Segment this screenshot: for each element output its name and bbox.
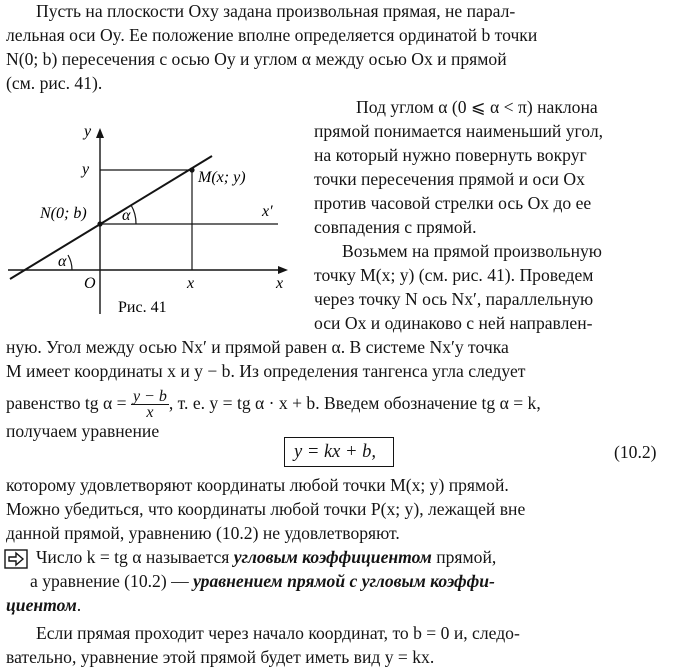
term-slope: угловым коэффициентом xyxy=(233,547,432,567)
x-axis-arrow xyxy=(278,266,288,274)
body-line-15: которому удовлетворяют координаты любой точки M(x; y) прямой. xyxy=(6,475,509,495)
point-N xyxy=(97,221,102,226)
y-axis-arrow xyxy=(96,128,104,138)
point-M xyxy=(189,167,194,172)
tg-equality-tail: , т. е. y = tg α · x + b. Введем обозначение tg α = k, xyxy=(168,393,541,413)
label-alpha-bottom: α xyxy=(58,253,67,270)
right-line-1: Под углом α (0 ⩽ α < π) наклона xyxy=(356,97,598,117)
intro-line-2: лельная оси Oy. Ее положение вполне определяется ординатой b точки xyxy=(6,25,538,45)
label-x-tick: x xyxy=(187,275,195,292)
right-line-2: прямой понимается наименьший угол, xyxy=(314,121,604,141)
figure-41 xyxy=(0,124,300,324)
right-line-10: оси Ox и одинаково с ней направлен- xyxy=(314,313,593,333)
label-x-prime: x′ xyxy=(262,203,273,220)
figure-caption: Рис. 41 xyxy=(118,299,167,316)
body-line-12: M имеет координаты x и y − b. Из определения тангенса угла следует xyxy=(6,361,526,381)
term-slope-equation: уравнением прямой с угловым коэффи- xyxy=(193,571,495,591)
right-line-7: Возьмем на прямой произвольную xyxy=(342,241,602,261)
angle-arc-top xyxy=(131,205,136,224)
body-line-11: ную. Угол между осью Nx′ и прямой равен α. В системе Nx′y точка xyxy=(6,337,509,357)
label-M: M(x; y) xyxy=(198,169,246,186)
term-slope-equation-end: циентом xyxy=(6,595,77,615)
definition-line-2 xyxy=(30,570,495,592)
label-y-tick: y xyxy=(82,161,90,178)
last-line-1: Если прямая проходит через начало координат, то b = 0 и, следо- xyxy=(36,623,520,643)
fraction-numerator: y − b xyxy=(132,388,167,406)
fraction-denominator: x xyxy=(146,404,154,422)
right-line-9: через точку N ось Nx′, параллельную xyxy=(314,289,594,309)
right-line-3: на который нужно повернуть вокруг xyxy=(314,145,587,165)
label-alpha-top: α xyxy=(122,207,131,224)
intro-line-4: (см. рис. 41). xyxy=(6,73,103,93)
angle-arc-bottom xyxy=(68,255,72,270)
definition-pointer-icon xyxy=(4,548,28,570)
body-line-17: данной прямой, уравнению (10.2) не удовлетворяют. xyxy=(6,523,400,543)
tangent-fraction xyxy=(131,389,169,420)
right-line-4: точки пересечения прямой и оси Ox xyxy=(314,169,585,189)
body-line-14: получаем уравнение xyxy=(6,421,160,441)
definition-line-3 xyxy=(6,594,81,616)
intro-line-1: Пусть на плоскости Oxy задана произвольная прямая, не парал- xyxy=(36,1,516,21)
label-x-axis: x xyxy=(276,275,284,292)
definition-line2-lead: а уравнение (10.2) — xyxy=(30,571,189,591)
label-O: O xyxy=(84,275,96,292)
tg-equality-lead: равенство tg α = xyxy=(6,393,127,413)
right-line-8: точку M(x; y) (см. рис. 41). Проведем xyxy=(314,265,594,285)
right-line-5: против часовой стрелки ось Ox до ее xyxy=(314,193,592,213)
boxed-equation: y = kx + b, xyxy=(294,442,376,462)
label-N: N(0; b) xyxy=(40,205,87,222)
definition-after-term: прямой, xyxy=(436,547,497,567)
definition-lead: Число k = tg α называется xyxy=(36,547,230,567)
label-y-axis: y xyxy=(84,124,92,140)
body-line-13 xyxy=(6,386,541,420)
last-line-2: вательно, уравнение этой прямой будет иметь вид y = kx. xyxy=(6,647,435,667)
body-line-16: Можно убедиться, что координаты любой точки P(x; y), лежащей вне xyxy=(6,499,526,519)
definition-line-1 xyxy=(36,546,496,568)
equation-number: (10.2) xyxy=(614,442,657,462)
definition-period: . xyxy=(76,595,82,615)
right-line-6: совпадения с прямой. xyxy=(314,217,477,237)
intro-line-3: N(0; b) пересечения с осью Oy и углом α между осью Ox и прямой xyxy=(6,49,507,69)
